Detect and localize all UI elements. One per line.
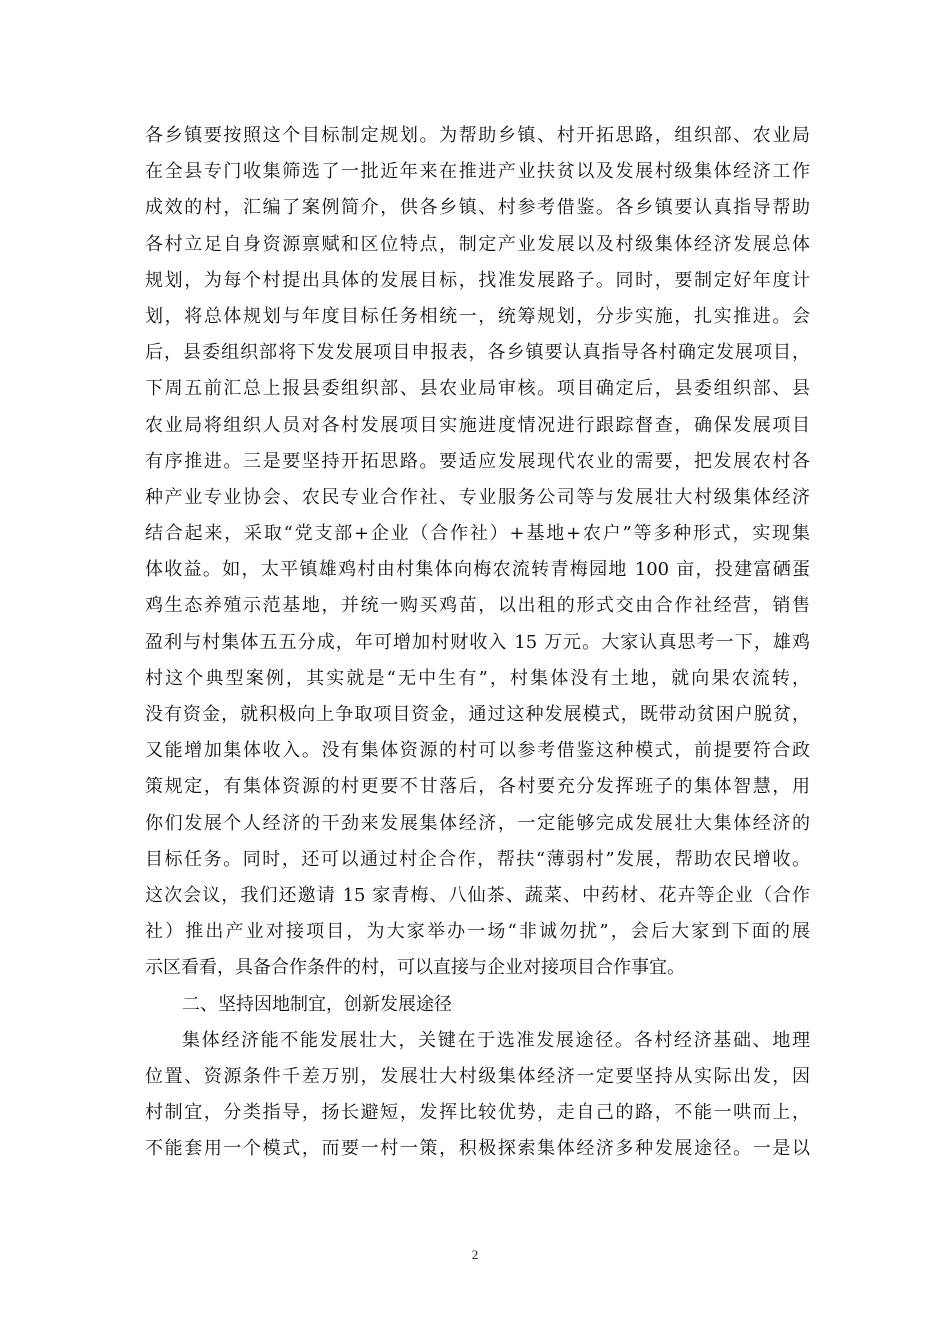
text-line: 划，将总体规划与年度目标任务相统一，统筹规划，分步实施，扎实推进。会 [145, 305, 810, 327]
text-line: 结合起来，采取“党支部+企业（合作社）+基地+农户”等多种形式，实现集 [145, 523, 810, 545]
text-line: 农业局将组织人员对各村发展项目实施进度情况进行跟踪督查，确保发展项目 [145, 414, 810, 436]
text-line: 体收益。如，太平镇雄鸡村由村集体向梅农流转青梅园地 100 亩，投建富硒蛋 [145, 559, 810, 581]
text-line: 村制宜，分类指导，扬长避短，发挥比较优势，走自己的路，不能一哄而上， [145, 1102, 810, 1124]
text-line: 各村立足自身资源禀赋和区位特点，制定产业发展以及村级集体经济发展总体 [145, 233, 810, 255]
text-line: 规划，为每个村提出具体的发展目标，找准发展路子。同时，要制定好年度计 [145, 269, 810, 291]
text-line: 社）推出产业对接项目，为大家举办一场“非诚勿扰”，会后大家到下面的展 [145, 921, 810, 943]
text-line: 集体经济能不能发展壮大，关键在于选准发展途径。各村经济基础、地理 [182, 1029, 810, 1051]
text-line: 村这个典型案例，其实就是“无中生有”，村集体没有土地，就向果农流转， [145, 667, 810, 689]
text-line: 盈利与村集体五五分成，年可增加村财收入 15 万元。大家认真思考一下，雄鸡 [145, 631, 810, 653]
text-line: 这次会议，我们还邀请 15 家青梅、八仙茶、蔬菜、中药材、花卉等企业（合作 [145, 884, 810, 906]
text-line: 目标任务。同时，还可以通过村企合作，帮扶“薄弱村”发展，帮助农民增收。 [145, 848, 810, 870]
text-line: 种产业专业协会、农民专业合作社、专业服务公司等与发展壮大村级集体经济 [145, 486, 810, 508]
page-number: 2 [471, 1247, 479, 1262]
text-line: 后，县委组织部将下发发展项目申报表，各乡镇要认真指导各村确定发展项目， [145, 342, 810, 364]
text-line: 在全县专门收集筛选了一批近年来在推进产业扶贫以及发展村级集体经济工作 [145, 161, 810, 183]
text-line: 示区看看，具备合作条件的村，可以直接与企业对接项目合作事宜。 [145, 957, 685, 979]
text-line: 二、坚持因地制宜，创新发展途径 [182, 993, 452, 1015]
text-line: 成效的村，汇编了案例简介，供各乡镇、村参考借鉴。各乡镇要认真指导帮助 [145, 197, 810, 219]
text-line: 策规定，有集体资源的村更要不甘落后，各村要充分发挥班子的集体智慧，用 [145, 776, 810, 798]
text-line: 各乡镇要按照这个目标制定规划。为帮助乡镇、村开拓思路，组织部、农业局 [145, 125, 810, 146]
text-line: 鸡生态养殖示范基地，并统一购买鸡苗，以出租的形式交由合作社经营，销售 [145, 595, 810, 617]
text-line: 位置、资源条件千差万别，发展壮大村级集体经济一定要坚持从实际出发，因 [145, 1065, 810, 1087]
text-line: 没有资金，就积极向上争取项目资金，通过这种发展模式，既带动贫困户脱贫， [145, 704, 810, 725]
text-line: 又能增加集体收入。没有集体资源的村可以参考借鉴这种模式，前提要符合政 [145, 740, 810, 762]
text-line: 你们发展个人经济的干劲来发展集体经济，一定能够完成发展壮大集体经济的 [145, 812, 810, 834]
document-body [145, 118, 810, 1167]
text-line: 有序推进。三是要坚持开拓思路。要适应发展现代农业的需要，把发展农村各 [145, 450, 810, 472]
text-line: 不能套用一个模式，而要一村一策，积极探索集体经济多种发展途径。一是以 [145, 1138, 810, 1160]
text-line: 下周五前汇总上报县委组织部、县农业局审核。项目确定后，县委组织部、县 [145, 378, 810, 400]
